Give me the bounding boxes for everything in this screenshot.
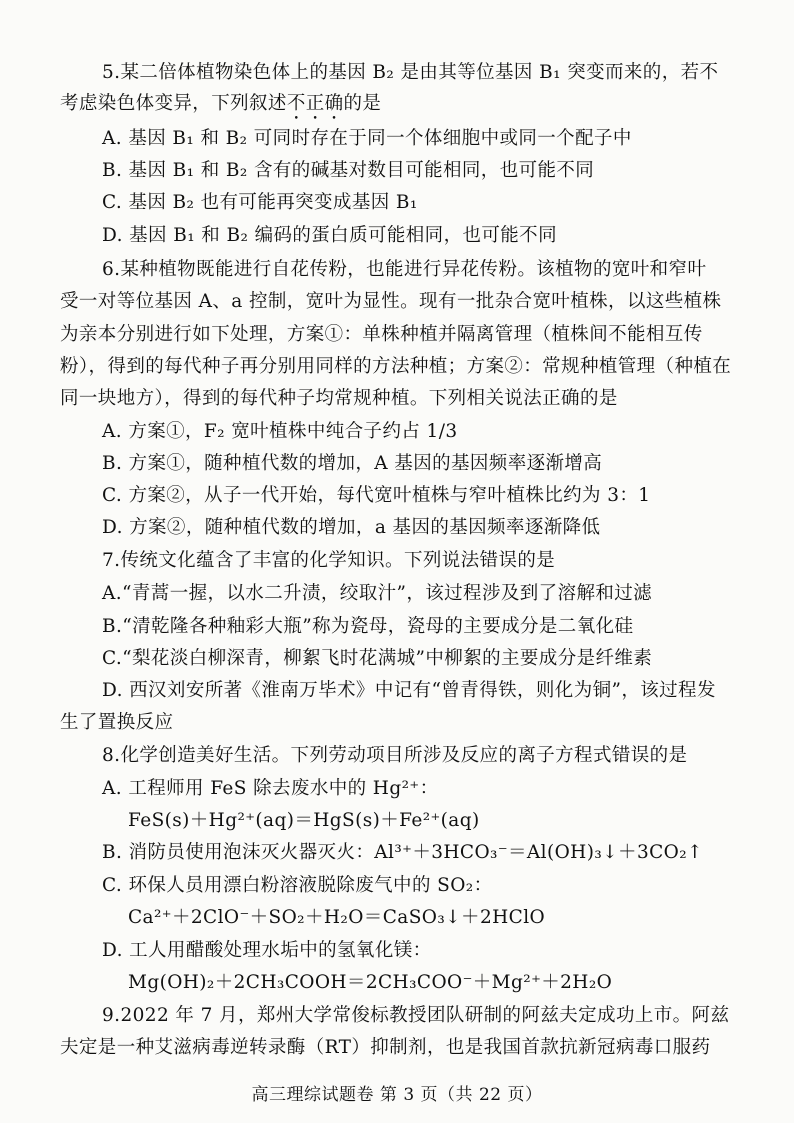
q8-option-b: B. 消防员使用泡沫灭火器灭火：Al³⁺＋3HCO₃⁻＝Al(OH)₃↓＋3CO₂↑ xyxy=(102,842,703,863)
q6-stem-line2: 受一对等位基因 A、a 控制，宽叶为显性。现有一批杂合宽叶植株，以这些植株 xyxy=(60,291,722,312)
q5-stem-post: 的是 xyxy=(343,93,382,114)
q8-stem: 8.化学创造美好生活。下列劳动项目所涉及反应的离子方程式错误的是 xyxy=(102,745,688,766)
q5-option-c: C. 基因 B₂ 也有可能再突变成基因 B₁ xyxy=(102,192,418,213)
q5-stem-line2 xyxy=(60,89,381,124)
q7-option-c: C.“梨花淡白柳深青，柳絮飞时花满城”中柳絮的主要成分是纤维素 xyxy=(102,648,653,669)
q6-stem-line3: 为亲本分别进行如下处理，方案①：单株种植并隔离管理（植株间不能相互传 xyxy=(60,324,703,345)
q9-stem-line1: 9.2022 年 7 月，郑州大学常俊标教授团队研制的阿兹夫定成功上市。阿兹 xyxy=(102,1005,730,1026)
q8-option-d-equation: Mg(OH)₂＋2CH₃COOH＝2CH₃COO⁻＋Mg²⁺＋2H₂O xyxy=(128,972,613,993)
q7-option-d-continued: 生了置换反应 xyxy=(60,712,174,733)
q5-stem-pre: 考虑染色体变异，下列叙述 xyxy=(60,93,287,114)
page-footer: 高三理综试题卷 第 3 页（共 22 页） xyxy=(251,1085,543,1105)
q7-option-d: D. 西汉刘安所著《淮南万毕术》中记有“曾青得铁，则化为铜”，该过程发 xyxy=(102,680,716,701)
q8-option-c-label: C. 环保人员用漂白粉溶液脱除废气中的 SO₂： xyxy=(102,875,493,896)
q5-option-a: A. 基因 B₁ 和 B₂ 可同时存在于同一个体细胞中或同一个配子中 xyxy=(102,128,632,149)
q6-option-c: C. 方案②，从子一代开始，每代宽叶植株与窄叶植株比约为 3：1 xyxy=(102,485,651,506)
q6-stem-line5: 同一块地方），得到的每代种子均常规种植。下列相关说法正确的是 xyxy=(60,388,618,409)
q8-option-c-equation: Ca²⁺＋2ClO⁻＋SO₂＋H₂O＝CaSO₃↓＋2HClO xyxy=(128,907,546,928)
q5-option-d: D. 基因 B₁ 和 B₂ 编码的蛋白质可能相同，也可能不同 xyxy=(102,225,557,246)
q8-option-a-label: A. 工程师用 FeS 除去废水中的 Hg²⁺： xyxy=(102,778,439,799)
q6-stem-line4: 粉），得到的每代种子再分别用同样的方法种植；方案②：常规种植管理（种植在 xyxy=(60,356,732,377)
q7-stem: 7.传统文化蕴含了丰富的化学知识。下列说法错误的是 xyxy=(102,550,556,571)
q6-option-d: D. 方案②，随种植代数的增加，a 基因的基因频率逐渐降低 xyxy=(102,517,601,538)
q5-stem-emphasis: 不正确 xyxy=(286,93,344,114)
q6-stem-line1: 6.某种植物既能进行自花传粉，也能进行异花传粉。该植物的宽叶和窄叶 xyxy=(102,259,707,280)
q5-stem-line1: 5.某二倍体植物染色体上的基因 B₂ 是由其等位基因 B₁ 突变而来的，若不 xyxy=(102,62,719,83)
q7-option-a: A.“青蒿一握，以水二升渍，绞取汁”，该过程涉及到了溶解和过滤 xyxy=(102,583,653,604)
q6-option-b: B. 方案①，随种植代数的增加，A 基因的基因频率逐渐增高 xyxy=(102,453,603,474)
q7-option-b: B.“清乾隆各种釉彩大瓶”称为瓷母，瓷母的主要成分是二氧化硅 xyxy=(102,616,634,637)
q9-stem-line2: 夫定是一种艾滋病毒逆转录酶（RT）抑制剂，也是我国首款抗新冠病毒口服药 xyxy=(60,1037,711,1058)
q5-option-b: B. 基因 B₁ 和 B₂ 含有的碱基对数目可能相同，也可能不同 xyxy=(102,160,595,181)
q8-option-d-label: D. 工人用醋酸处理水垢中的氢氧化镁： xyxy=(102,940,432,961)
q6-option-a: A. 方案①，F₂ 宽叶植株中纯合子约占 1/3 xyxy=(102,421,458,442)
q8-option-a-equation: FeS(s)＋Hg²⁺(aq)＝HgS(s)＋Fe²⁺(aq) xyxy=(128,810,480,831)
